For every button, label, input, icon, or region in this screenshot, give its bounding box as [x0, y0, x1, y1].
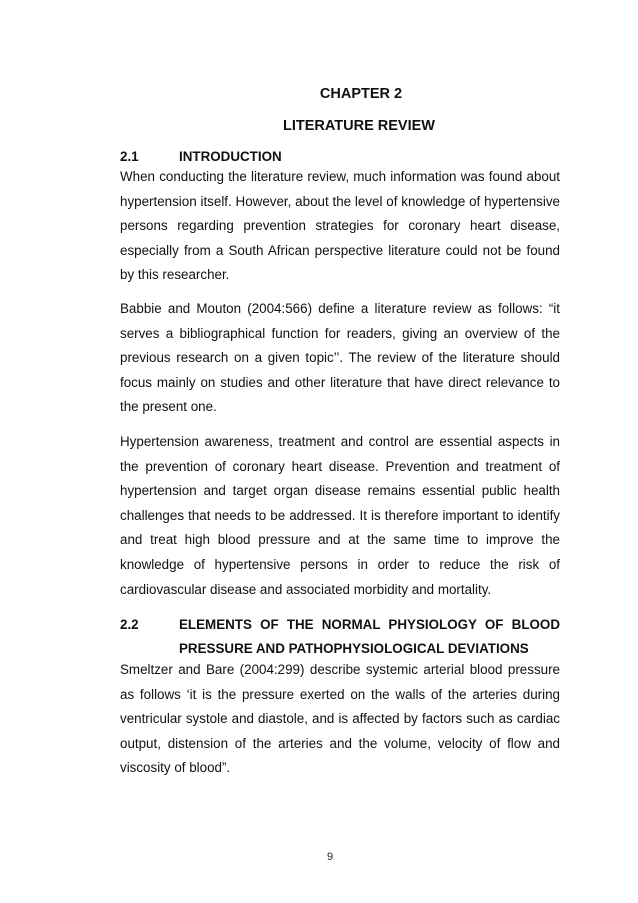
section-heading [120, 613, 560, 661]
section-title: INTRODUCTION [179, 149, 282, 164]
section-title: ELEMENTS OF THE NORMAL PHYSIOLOGY OF BLOOD PRESSURE AND PATHOPHYSIOLOGICAL DEVIATIONS [179, 617, 560, 656]
page-number: 9 [326, 851, 334, 863]
section-number: 2.2 [120, 617, 139, 632]
body-paragraph: Smeltzer and Bare (2004:299) describe systemic arterial blood pressure as follows ‘it is the pressure exerted on the walls of the arteries during ventricular systole and diastole, and is affected by factors such as cardiac output, distension of the arteries and the volume, velocity of flow and viscosity of blood”. [120, 662, 560, 776]
section-number: 2.1 [120, 149, 139, 164]
chapter-heading: CHAPTER 2 [319, 86, 403, 102]
body-paragraph: When conducting the literature review, much information was found about hypertension itself. However, about the level of knowledge of hypertensive persons regarding prevention strategies for coronary heart disease, especially from a South African perspective literature could not be found by this researcher. [120, 169, 560, 283]
body-paragraph: Babbie and Mouton (2004:566) define a literature review as follows: “it serves a bibliographical function for readers, giving an overview of the previous research on a given topic’’. The review of the literature should focus mainly on studies and other literature that have direct relevance to the present one. [120, 301, 560, 415]
chapter-title: LITERATURE REVIEW [283, 118, 435, 134]
body-paragraph: Hypertension awareness, treatment and control are essential aspects in the prevention of coronary heart disease. Prevention and treatment of hypertension and target organ disease remains essential public health challenges that needs to be addressed. It is therefore important to identify and treat high blood pressure and at the same time to improve the knowledge of hypertensive persons in order to reduce the risk of cardiovascular disease and associated morbidity and mortality. [120, 434, 560, 597]
